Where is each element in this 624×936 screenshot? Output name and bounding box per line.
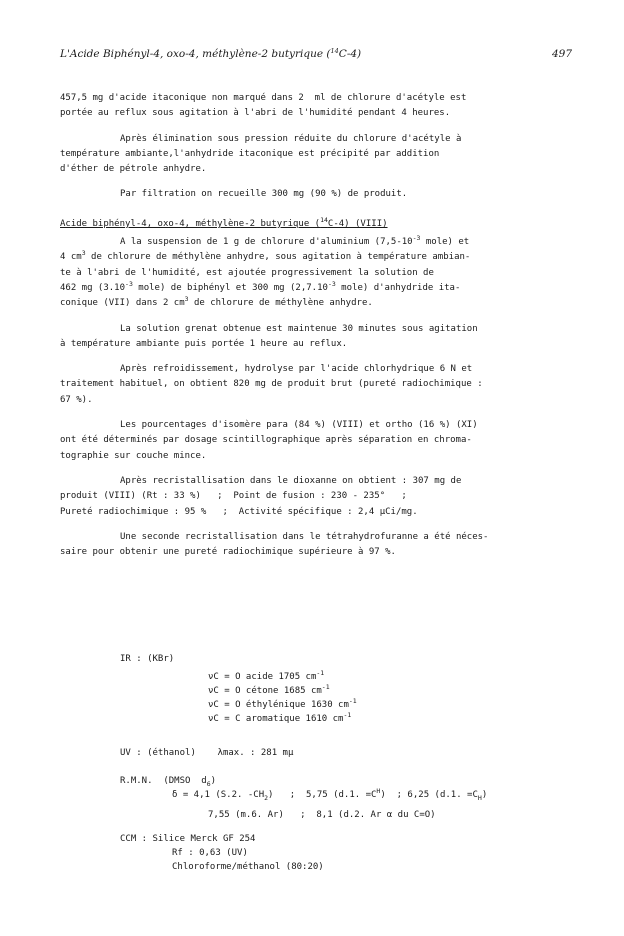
ccm-block [60, 832, 570, 874]
paragraph-8 [60, 474, 570, 520]
ir-row: νC = O acide 1705 $cm^{-1}$ [208, 669, 325, 682]
paragraph-6 [60, 362, 570, 408]
text-line: 67 %). [60, 394, 93, 405]
running-header [60, 47, 570, 61]
uv-block [60, 746, 570, 760]
text-line: traitement habituel, on obtient 820 mg de produit brut (pureté radiochimique : [60, 379, 483, 390]
text-line: à température ambiante puis portée 1 heure au reflux. [60, 338, 348, 349]
text-line: d'éther de pétrole anhydre. [60, 164, 207, 175]
text-line: Une seconde recristallisation dans le tétrahydrofuranne a été néces- [120, 531, 489, 542]
text-line: Pureté radiochimique : 95 % ; Activité spécifique : 2,4 µCi/mg. [60, 506, 418, 517]
text-line: 462 mg ($3.10^{-3}$ mole) de biphényl et 300 mg ($2,7.10^{-3}$ mole) d'anhydride ita- [60, 279, 461, 293]
text-line: Les pourcentages d'isomère para (84 %) (VIII) et ortho (16 %) (XI) [120, 420, 478, 431]
header-title-superscript: 14 [330, 47, 339, 55]
text-line: te à l'abri de l'humidité, est ajoutée progressivement la solution de [60, 267, 434, 278]
ccm-eluent: Chloroforme/méthanol (80:20) [172, 862, 324, 872]
text-line: produit (VIII) (Rt : 33 %) ; Point de fusion : 230 - 235° ; [60, 491, 407, 502]
rmn-block [60, 774, 570, 822]
paragraph-7 [60, 418, 570, 464]
ir-row: νC = O éthylénique 1630 $cm^{-1}$ [208, 697, 357, 710]
paragraph-4 [60, 235, 570, 311]
paragraph-1 [60, 91, 570, 122]
text-line: portée au reflux sous agitation à l'abri de l'humidité pendant 4 heures. [60, 108, 451, 119]
rmn-label: R.M.N. (DMSO $d_6$) [120, 776, 217, 788]
text-line: Après refroidissement, hydrolyse par l'acide chlorhydrique 6 N et [120, 364, 473, 375]
ir-row: νC = C aromatique 1610 $cm^{-1}$ [208, 711, 352, 724]
section-heading: Acide biphényl-4, oxo-4, méthylène-2 butyrique ($^{14}$C-4) (VIII) [60, 215, 388, 229]
rmn-line-2: 7,55 (m.6. Ar) ; 8,1 (d.2. Ar α du C=O) [208, 810, 436, 820]
ir-spectrum-block [60, 652, 570, 726]
paragraph-9 [60, 530, 570, 561]
page-number: 497 [551, 48, 572, 60]
text-line: Après recristallisation dans le dioxanne on obtient : 307 mg de [120, 475, 462, 486]
text-line: A la suspension de 1 g de chlorure d'aluminium ($7,5-10^{-3}$ mole) et [120, 234, 470, 248]
rmn-line-1: δ = 4,1 (S.2. $-CH_2$) ; 5,75 (d.1. $=C^H$) ; 6,25 (d.1. $=C_H$) [172, 787, 488, 802]
body-text [60, 91, 570, 560]
text-line: La solution grenat obtenue est maintenue 30 minutes sous agitation [120, 323, 478, 334]
text-line: 4 $cm^3$ de chlorure de méthylène anhydre, sous agitation à température ambian- [60, 249, 471, 263]
ccm-rf: Rf : 0,63 (UV) [172, 848, 248, 858]
paragraph-2 [60, 132, 570, 178]
paragraph-3 [60, 187, 570, 202]
ir-row: νC = O cétone 1685 $cm^{-1}$ [208, 683, 330, 696]
text-line: Après élimination sous pression réduite du chlorure d'acétyle à [120, 133, 462, 144]
text-line: Par filtration on recueille 300 mg (90 %) de produit. [120, 189, 408, 200]
text-line: ont été déterminés par dosage scintillographique après séparation en chroma- [60, 435, 472, 446]
text-line: saire pour obtenir une pureté radiochimique supérieure à 97 %. [60, 547, 396, 558]
text-line: température ambiante,l'anhydride itaconique est précipité par addition [60, 148, 440, 159]
text-line: 457,5 mg d'acide itaconique non marqué dans 2 ml de chlorure d'acétyle est [60, 93, 467, 103]
ccm-line: CCM : Silice Merck GF 254 [120, 834, 256, 844]
text-line: tographie sur couche mince. [60, 450, 207, 461]
section-title [60, 217, 570, 232]
header-title: L'Acide Biphényl-4, oxo-4, méthylène-2 butyrique ( [60, 48, 331, 60]
uv-line: UV : (éthanol) λmax. : 281 mµ [120, 748, 294, 758]
paragraph-5 [60, 322, 570, 353]
ir-label: IR : (KBr) [120, 654, 175, 664]
header-title-end: C-4) [338, 48, 362, 60]
text-line: conique (VII) dans 2 $cm^3$ de chlorure de méthylène anhydre. [60, 295, 373, 309]
